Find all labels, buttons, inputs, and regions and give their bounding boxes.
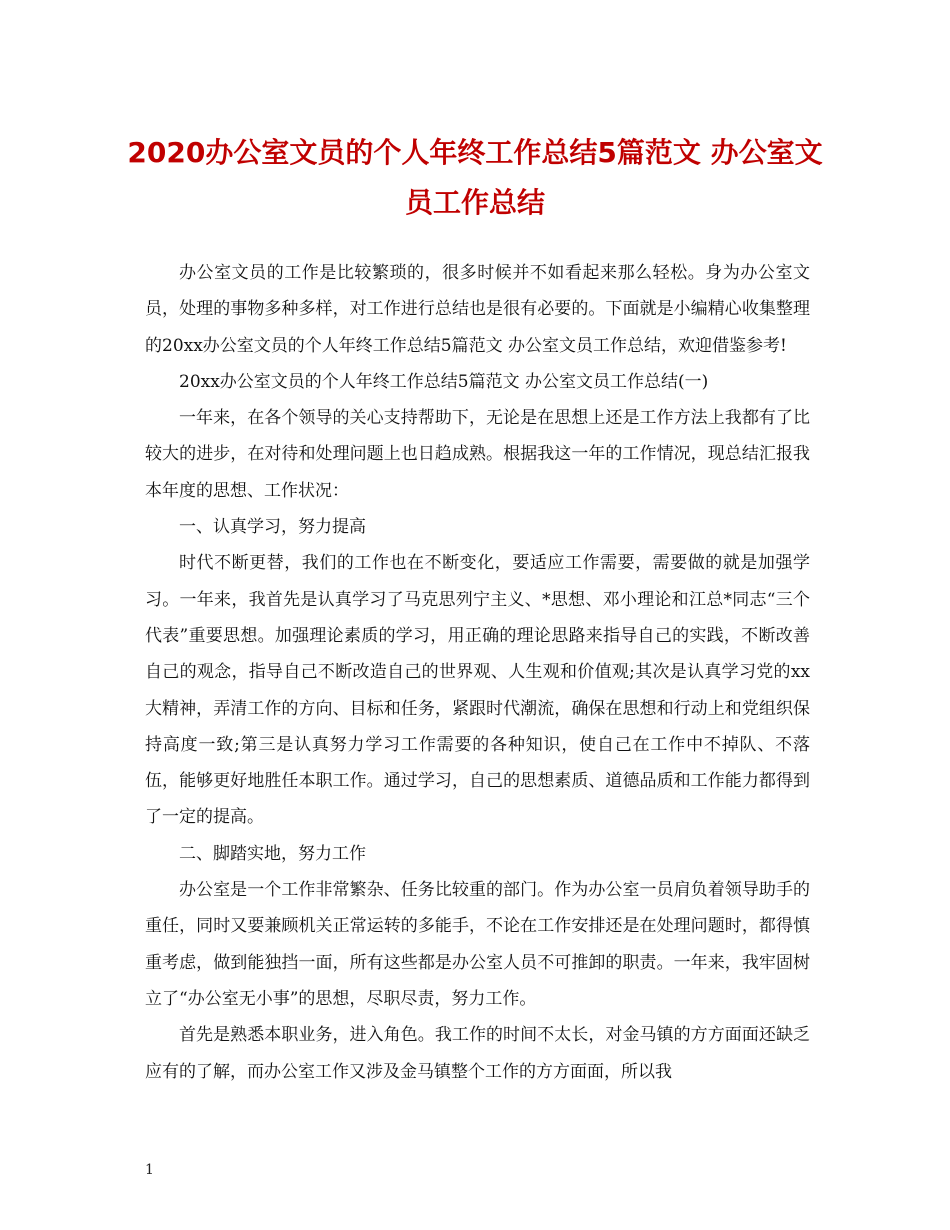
work-paragraph: 办公室是一个工作非常繁杂、任务比较重的部门。作为办公室一员肩负着领导助手的重任，同时又要兼顾机关正常运转的多能手，不论在工作安排还是在处理问题时，都得慎重考虑，做到能独挡一面，所有这些都是办公室人员不可推卸的职责。一年来，我牢固树立了“办公室无小事”的思想，尽职尽责，努力工作。 <box>145 880 810 1009</box>
overview-paragraph: 一年来，在各个领导的关心支持帮助下，无论是在思想上还是工作方法上我都有了比较大的进步，在对待和处理问题上也日趋成熟。根据我这一年的工作情况，现总结汇报我本年度的思想、工作状况： <box>145 408 810 501</box>
heading-study: 一、认真学习，努力提高 <box>179 517 366 538</box>
familiarize-paragraph: 首先是熟悉本职业务，进入角色。我工作的时间不太长，对金马镇的方方面面还缺乏应有的了解，而办公室工作又涉及金马镇整个工作的方方面面，所以我 <box>145 1025 810 1082</box>
heading-work: 二、脚踏实地，努力工作 <box>179 843 366 864</box>
study-paragraph: 时代不断更替，我们的工作也在不断变化，要适应工作需要，需要做的就是加强学习。一年来，我首先是认真学习了马克思列宁主义、*思想、邓小理论和江总*同志“三个代表”重要思想。加强理论素质的学习，用正确的理论思路来指导自己的实践，不断改善自己的观念，指导自己不断改造自己的世界观、人生观和价值观;其次是认真学习党的xx大精神，弄清工作的方向、目标和任务，紧跟时代潮流，确保在思想和行动上和党组织保持高度一致;第三是认真努力学习工作需要的各种知识，使自己在工作中不掉队、不落伍，能够更好地胜任本职工作。通过学习，自己的思想素质、道德品质和工作能力都得到了一定的提高。 <box>145 553 810 828</box>
document-body <box>145 255 810 1090</box>
page-number: 1 <box>145 1162 154 1178</box>
section-heading-summary-one: 20xx办公室文员的个人年终工作总结5篇范文 办公室文员工作总结(一) <box>179 371 709 392</box>
intro-paragraph: 办公室文员的工作是比较繁琐的，很多时候并不如看起来那么轻松。身为办公室文员，处理的事物多种多样，对工作进行总结也是很有必要的。下面就是小编精心收集整理的20xx办公室文员的个人年终工作总结5篇范文 办公室文员工作总结，欢迎借鉴参考! <box>145 263 810 356</box>
document-title: 2020办公室文员的个人年终工作总结5篇范文 办公室文员工作总结 <box>127 136 823 219</box>
